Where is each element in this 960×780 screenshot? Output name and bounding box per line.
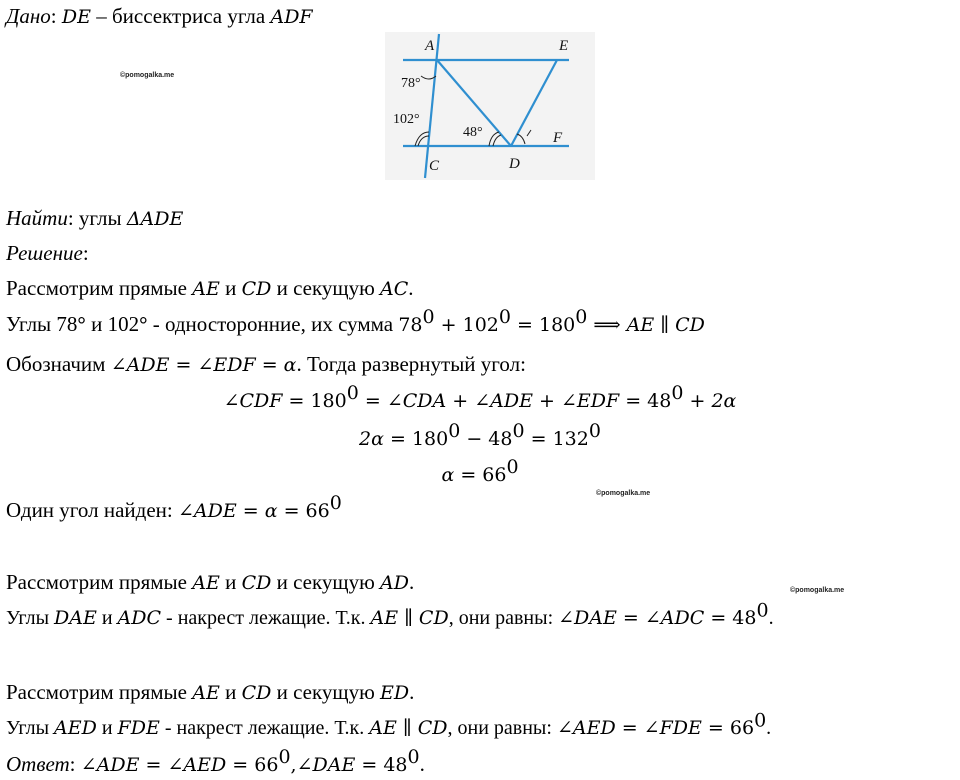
equation-2: $2\alpha = 180^0 - 48^0 = 132^0$ [359, 420, 601, 450]
angle-78: 78° [401, 76, 421, 91]
given-line: Дано: DE – биссектриса угла ADF [6, 4, 313, 28]
paragraph-7: Рассмотрим прямые AE и CD и секущую ED. [6, 680, 415, 704]
paragraph-3: Обозначим ∠ADE = ∠EDF = α. Тогда развернутый угол: [6, 352, 526, 376]
find-line: Найти: углы ΔADE [6, 206, 184, 230]
secant-ac [425, 34, 439, 178]
label-c: C [429, 158, 440, 174]
paragraph-6: Углы DAE и ADC - накрест лежащие. Т.к. AE ∥ CD, они равны: ∠DAE = ∠ADC = $48^0$. [6, 599, 774, 629]
paragraph-8: Углы AED и FDE - накрест лежащие. Т.к. AE ∥ CD, они равны: ∠AED = ∠FDE = $66^0$. [6, 709, 772, 739]
equation-1: ∠CDF = $180^0$ = ∠CDA + ∠ADE + ∠EDF = $48^0 + 2\alpha$ [223, 382, 737, 412]
segment-de [511, 60, 557, 146]
figure-lines [403, 34, 569, 178]
label-f: F [553, 130, 563, 146]
solution-label: Решение: [6, 241, 89, 265]
given-label: Дано [6, 4, 51, 28]
watermark: ©pomogalka.me [790, 587, 845, 594]
geometry-figure [385, 32, 595, 180]
watermark: ©pomogalka.me [120, 72, 175, 79]
watermark: ©pomogalka.me [596, 490, 651, 497]
label-e: E [559, 38, 569, 54]
angle-102: 102° [393, 112, 420, 127]
paragraph-5: Рассмотрим прямые AE и CD и секущую AD. [6, 570, 415, 594]
answer-line: Ответ: ∠ADE = ∠AED = $66^0,\angle DAE = 48^0$. [6, 746, 425, 776]
paragraph-1: Рассмотрим прямые AE и CD и секущую AC. [6, 276, 414, 300]
label-a: A [425, 38, 435, 54]
paragraph-4: Один угол найден: ∠ADE = $\alpha = 66^0$ [6, 492, 342, 522]
equation-3: $\alpha = 66^0$ [441, 456, 519, 486]
paragraph-2: Углы 78° и 102° - односторонние, их сумма $78^0 + 102^0 = 180^0$ ⟹ AE ∥ CD [6, 306, 705, 336]
angle-48: 48° [463, 125, 483, 140]
label-d: D [509, 156, 520, 172]
